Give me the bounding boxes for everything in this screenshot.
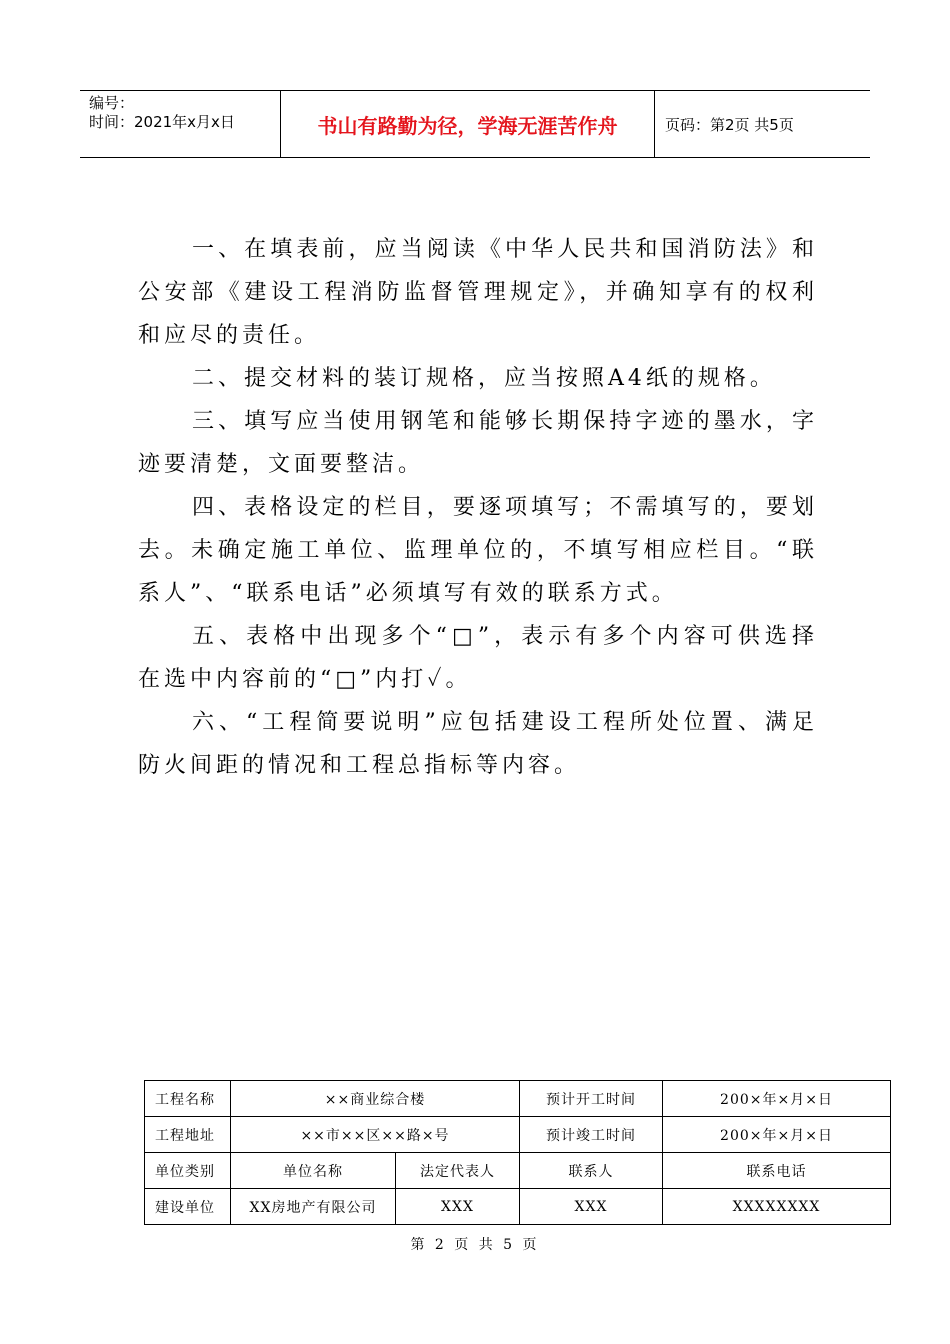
project-name-value: ××商业综合楼 bbox=[231, 1081, 520, 1117]
project-address-value: ××市××区××路×号 bbox=[231, 1117, 520, 1153]
end-time-label: 预计竣工时间 bbox=[520, 1117, 663, 1153]
instruction-paragraph: 二、提交材料的装订规格，应当按照A4纸的规格。 bbox=[192, 366, 776, 391]
column-header: 联系电话 bbox=[663, 1153, 891, 1189]
document-date-label: 时间：2021年x月x日 bbox=[89, 113, 235, 131]
project-info-table bbox=[144, 1080, 891, 1225]
table-row bbox=[145, 1081, 891, 1117]
end-time-value: 200×年×月×日 bbox=[663, 1117, 891, 1153]
page-footer: 第 2 页 共 5 页 bbox=[410, 1237, 540, 1253]
table-header-row bbox=[145, 1153, 891, 1189]
table-cell: XXX bbox=[396, 1189, 520, 1225]
instructions-body bbox=[138, 228, 818, 787]
table-cell: XXX bbox=[520, 1189, 663, 1225]
header-motto: 书山有路勤为径，学海无涯苦作舟 bbox=[281, 91, 655, 157]
project-name-label: 工程名称 bbox=[145, 1081, 231, 1117]
instruction-paragraph: 四、表格设定的栏目，要逐项填写；不需填写的，要划去。未确定施工单位、监理单位的，不填写相应栏目。“联系人”、“联系电话”必须填写有效的联系方式。 bbox=[138, 495, 818, 606]
instruction-paragraph: 五、表格中出现多个“□”，表示有多个内容可供选择在选中内容前的“□”内打✓。 bbox=[138, 624, 818, 692]
column-header: 联系人 bbox=[520, 1153, 663, 1189]
table-cell: 建设单位 bbox=[145, 1189, 231, 1225]
column-header: 法定代表人 bbox=[396, 1153, 520, 1189]
table-row bbox=[145, 1117, 891, 1153]
table-row bbox=[145, 1189, 891, 1225]
table-cell: XX房地产有限公司 bbox=[231, 1189, 396, 1225]
header-meta bbox=[80, 91, 281, 157]
project-address-label: 工程地址 bbox=[145, 1117, 231, 1153]
start-time-value: 200×年×月×日 bbox=[663, 1081, 891, 1117]
instruction-paragraph: 六、“工程简要说明”应包括建设工程所处位置、满足防火间距的情况和工程总指标等内容。 bbox=[138, 710, 818, 778]
column-header: 单位类别 bbox=[145, 1153, 231, 1189]
document-number-label: 编号： bbox=[89, 94, 135, 112]
page-header bbox=[80, 90, 870, 158]
table-cell: XXXXXXXX bbox=[663, 1189, 891, 1225]
instruction-paragraph: 三、填写应当使用钢笔和能够长期保持字迹的墨水，字迹要清楚，文面要整洁。 bbox=[138, 409, 818, 477]
start-time-label: 预计开工时间 bbox=[520, 1081, 663, 1117]
column-header: 单位名称 bbox=[231, 1153, 396, 1189]
instruction-paragraph: 一、在填表前，应当阅读《中华人民共和国消防法》和公安部《建设工程消防监督管理规定》，并确知享有的权利和应尽的责任。 bbox=[138, 237, 818, 348]
header-page-info: 页码：第2页 共5页 bbox=[665, 115, 794, 134]
